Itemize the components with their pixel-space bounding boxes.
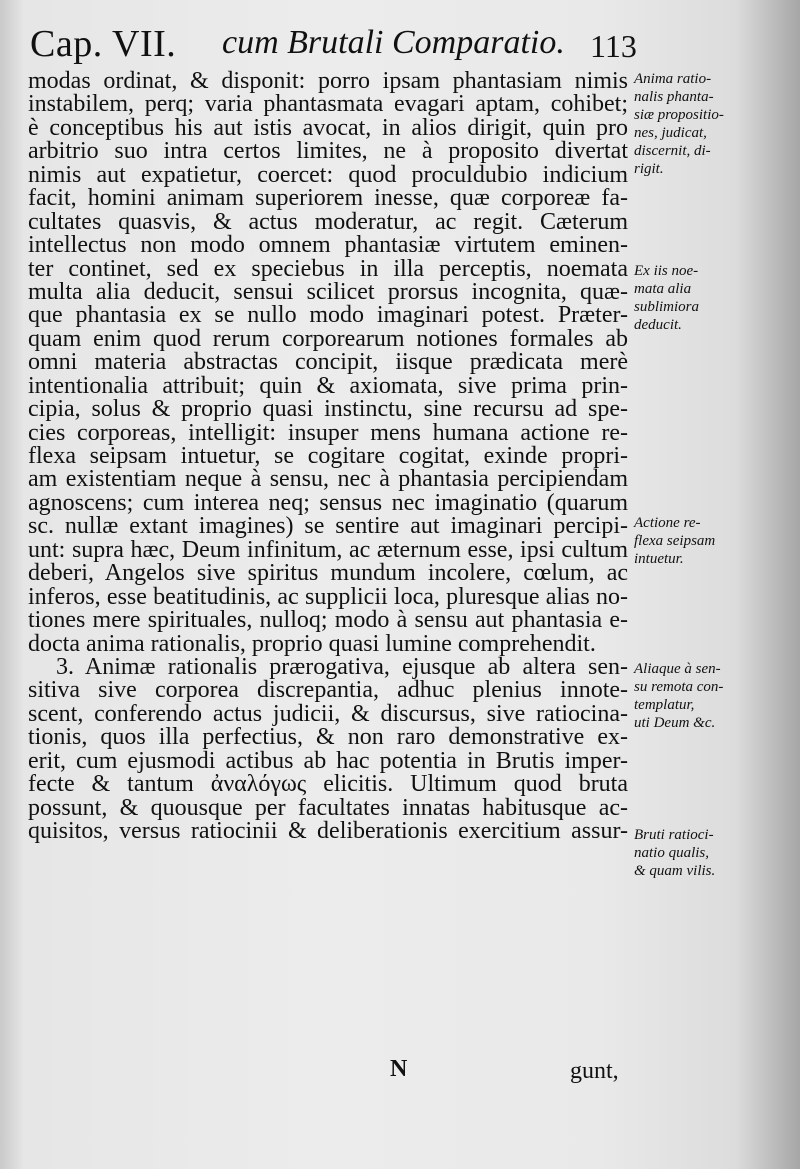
text-line: quam enim quod rerum corporearum notiones formales ab [28,325,628,352]
margin-note [634,262,794,334]
text-line: modas ordinat, & disponit: porro ipsam phantasiam nimis [28,68,628,94]
margin-note-line: nalis phanta- [634,89,714,105]
text-line: intellectus non modo omnem phantasiæ virtutem eminen- [28,232,628,259]
text-line: omni materia abstractas concipit, iisque prædicata merè [28,349,628,376]
margin-note-line: templatur, [634,697,695,713]
text-line: intentionalia attribuit; quin & axiomata, sive prima prin- [28,372,628,399]
margin-note-line: Actione re- [634,515,701,531]
margin-note-line: discernit, di- [634,143,711,159]
margin-note-line: mata alia [634,281,692,297]
text-line: sitiva sive corporea discrepantia, adhuc plenius innote- [28,677,628,704]
text-line: cipia, solus & proprio quasi instinctu, sine recursu ad spe- [28,396,628,423]
margin-note-line: Ex iis noe- [634,263,699,279]
margin-note-line: intuetur. [634,551,684,567]
margin-note-line: uti Deum &c. [634,715,716,731]
text-line: que phantasia ex se nullo modo imaginari potest. Præter- [28,302,628,329]
margin-note-line: & quam vilis. [634,863,716,879]
running-title: cum Brutali Comparatio. [222,24,565,61]
text-line: tiones mere spirituales, nulloq; modo à sensu aut phantasia e- [28,607,628,634]
margin-note-line: Bruti ratioci- [634,827,714,843]
text-line: ter continet, sed ex speciebus in illa perceptis, noemata [28,255,628,282]
text-line: multa alia deducit, sensui scilicet prorsus incognita, quæ- [28,278,628,305]
text-line: quisitos, versus ratiocinii & deliberationis exercitium assur- [28,818,628,844]
signature-mark: N [390,1056,408,1082]
text-line: nimis aut expatietur, coercet: quod proculdubio indicium [28,161,628,188]
text-line: fecte & tantum ἀναλόγως elicitis. Ultimum quod bruta [28,771,628,798]
text-line: possunt, & quousque per facultates innatas habitusque ac- [28,794,628,821]
text-line: è conceptibus his aut istis avocat, in alios dirigit, quin pro [28,114,628,141]
margin-note-line: Anima ratio- [634,71,712,87]
text-line: instabilem, perq; varia phantasmata evagari aptam, cohibet; [28,91,628,118]
margin-note-line: nes, judicat, [634,125,707,141]
text-line: inferos, esse beatitudinis, ac supplicii loca, pluresque alias no- [28,583,628,610]
text-line: scent, conferendo actus judicii, & discursus, sive ratiocina- [28,700,628,727]
margin-note-line: su remota con- [634,679,724,695]
margin-note [634,826,794,880]
margin-note-line: natio qualis, [634,845,710,861]
text-line: cies corporeas, intelligit: insuper mens humana actione re- [28,419,628,446]
margin-note-line: sublimiora [634,299,700,315]
text-line: sc. nullæ extant imagines) se sentire aut imaginari percipi- [28,513,628,540]
text-line: arbitrio suo intra certos limites, ne à proposito divertat [28,138,628,165]
text-line: tionis, quos illa perfectius, & non raro demonstrative ex- [28,724,628,751]
chapter-label: Cap. VII. [30,23,177,65]
margin-note-line: siæ propositio- [634,107,724,123]
text-line: am existentiam neque à sensu, nec à phantasia percipiendam [28,466,628,493]
text-line: unt: supra hæc, Deum infinitum, ac æternum esse, ipsi cultum [28,536,628,563]
text-line: deberi, Angelos sive spiritus mundum incolere, cœlum, ac [28,560,628,587]
text-line: agnoscens; cum interea neq; sensus nec imaginatio (quarum [28,489,628,516]
page-number: 113 [590,28,637,64]
margin-note-line: deducit. [634,317,682,333]
text-line: facit, homini animam superiorem inesse, quæ corporeæ fa- [28,185,628,212]
text-line: cultates quasvis, & actus moderatur, ac regit. Cæterum [28,208,628,235]
paragraph-start-line: 3. Animæ rationalis prærogativa, ejusque ab altera sen- [56,653,628,680]
main-text-block [28,70,628,843]
running-head [30,22,637,70]
text-line: docta anima rationalis, proprio quasi lumine comprehendit. [28,630,596,657]
margin-note [634,660,794,732]
margin-note-line: Aliaque à sen- [634,661,721,677]
text-line: erit, cum ejusmodi actibus ab hac potentia in Brutis imper- [28,747,628,774]
margin-note [634,70,794,178]
margin-note [634,514,794,568]
margin-note-line: rigit. [634,161,664,177]
margin-note-line: flexa seipsam [634,533,716,549]
text-line: flexa seipsam intuetur, se cogitare cogitat, exinde propri- [28,443,628,469]
catchword: gunt, [570,1058,619,1084]
